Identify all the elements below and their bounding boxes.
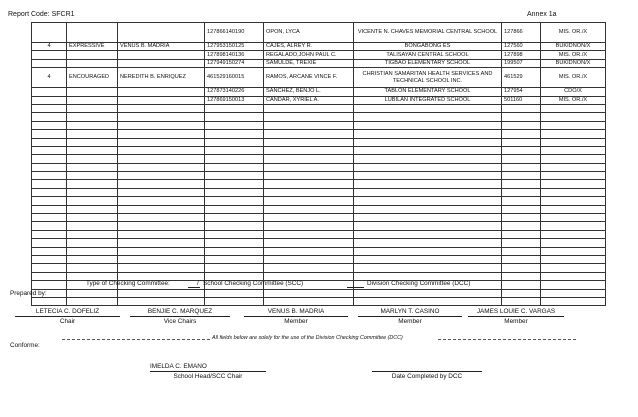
blank-row [32, 172, 606, 180]
blank-cell [264, 130, 354, 138]
blank-cell [541, 289, 606, 297]
blank-cell [354, 205, 502, 213]
blank-cell [205, 197, 264, 205]
blank-cell [205, 222, 264, 230]
blank-cell [32, 255, 67, 263]
table-cell-division: MIS. OR./X [541, 68, 606, 88]
blank-cell [502, 230, 541, 238]
blank-cell [541, 255, 606, 263]
blank-cell [118, 180, 205, 188]
table-cell-category: ENCOURAGED [67, 68, 118, 88]
blank-cell [32, 138, 67, 146]
blank-cell [118, 163, 205, 171]
blank-cell [32, 197, 67, 205]
blank-cell [32, 163, 67, 171]
blank-cell [32, 230, 67, 238]
table-cell-lrn: 127949150274 [205, 59, 264, 67]
blank-cell [32, 272, 67, 280]
signatory-name: BENJIE C. MARQUEZ [147, 308, 213, 315]
table-cell-coach [118, 51, 205, 59]
blank-row [32, 180, 606, 188]
table-cell-rank [32, 51, 67, 59]
blank-cell [32, 222, 67, 230]
blank-cell [502, 214, 541, 222]
blank-cell [502, 247, 541, 255]
blank-row [32, 289, 606, 297]
blank-cell [32, 239, 67, 247]
blank-cell [541, 214, 606, 222]
blank-cell [541, 104, 606, 112]
blank-cell [541, 222, 606, 230]
blank-cell [354, 255, 502, 263]
table-row [32, 96, 606, 104]
table-row [32, 23, 606, 43]
blank-row [32, 197, 606, 205]
date-completed-label: Date Completed by DCC [391, 373, 463, 380]
blank-cell [205, 113, 264, 121]
blank-cell [541, 247, 606, 255]
blank-cell [67, 146, 118, 154]
blank-cell [67, 138, 118, 146]
results-table [31, 22, 606, 306]
table-cell-division: CDO/X [541, 88, 606, 96]
blank-cell [118, 155, 205, 163]
blank-row [32, 188, 606, 196]
signatory-name: VENUS B. MADRIA [267, 308, 325, 315]
blank-cell [67, 155, 118, 163]
table-cell-category [67, 88, 118, 96]
blank-cell [118, 104, 205, 112]
table-cell-category [67, 51, 118, 59]
table-cell-school-id: 127898 [502, 51, 541, 59]
signatory-role: Chair [59, 318, 76, 325]
blank-cell [264, 239, 354, 247]
blank-cell [541, 188, 606, 196]
blank-cell [354, 138, 502, 146]
blank-cell [264, 180, 354, 188]
blank-cell [32, 247, 67, 255]
blank-cell [264, 222, 354, 230]
table-cell-division: MIS. OR./X [541, 96, 606, 104]
table-cell-school-id: 461529 [502, 68, 541, 88]
blank-cell [502, 289, 541, 297]
table-cell-category [67, 23, 118, 43]
blank-cell [205, 172, 264, 180]
blank-cell [354, 180, 502, 188]
blank-cell [502, 255, 541, 263]
blank-cell [32, 214, 67, 222]
blank-cell [205, 138, 264, 146]
table-cell-name: CANDAR, XYRIEL A. [264, 96, 354, 104]
table-cell-category [67, 59, 118, 67]
table-row [32, 59, 606, 67]
blank-cell [264, 104, 354, 112]
blank-cell [541, 297, 606, 305]
table-cell-coach [118, 88, 205, 96]
dcc-label: Division Checking Committee (DCC) [367, 280, 471, 287]
blank-row [32, 146, 606, 154]
table-cell-division: BUKIDNON/X [541, 59, 606, 67]
blank-cell [264, 121, 354, 129]
table-cell-category [67, 96, 118, 104]
blank-row [32, 230, 606, 238]
blank-cell [541, 230, 606, 238]
table-cell-division: MIS. OR./X [541, 51, 606, 59]
table-cell-school-id: 127866 [502, 23, 541, 43]
blank-cell [205, 104, 264, 112]
table-row [32, 51, 606, 59]
annex-label: Annex 1a [527, 11, 557, 18]
blank-cell [264, 138, 354, 146]
table-cell-school: TALISAYAN CENTRAL SCHOOL [354, 51, 502, 59]
blank-row [32, 113, 606, 121]
blank-cell [118, 138, 205, 146]
blank-cell [502, 138, 541, 146]
blank-cell [502, 264, 541, 272]
table-cell-rank [32, 59, 67, 67]
blank-cell [354, 188, 502, 196]
signatory-name: LETECIA C. DOFELIZ [35, 308, 100, 315]
blank-cell [354, 239, 502, 247]
blank-cell [32, 104, 67, 112]
table-cell-name: SANCHEZ, BENJO L. [264, 88, 354, 96]
blank-cell [118, 205, 205, 213]
blank-cell [502, 272, 541, 280]
blank-row [32, 264, 606, 272]
blank-cell [354, 297, 502, 305]
blank-cell [32, 155, 67, 163]
table-cell-school-id: 199507 [502, 59, 541, 67]
table-cell-lrn: 127953150125 [205, 43, 264, 51]
blank-cell [541, 180, 606, 188]
blank-cell [541, 146, 606, 154]
table-cell-name: OPON, LYCA [264, 23, 354, 43]
blank-row [32, 163, 606, 171]
blank-cell [502, 163, 541, 171]
blank-cell [205, 247, 264, 255]
blank-cell [541, 163, 606, 171]
blank-cell [32, 297, 67, 305]
blank-cell [118, 230, 205, 238]
table-cell-school: BONGABONG ES [354, 43, 502, 51]
table-cell-school: TABLON ELEMENTARY SCHOOL [354, 88, 502, 96]
blank-cell [118, 146, 205, 154]
table-cell-rank [32, 96, 67, 104]
blank-cell [32, 188, 67, 196]
table-cell-lrn: 127866140190 [205, 23, 264, 43]
table-cell-coach [118, 96, 205, 104]
blank-cell [67, 130, 118, 138]
blank-row [32, 239, 606, 247]
blank-cell [541, 138, 606, 146]
blank-cell [67, 113, 118, 121]
blank-cell [32, 113, 67, 121]
blank-cell [502, 172, 541, 180]
blank-cell [118, 214, 205, 222]
blank-cell [118, 222, 205, 230]
blank-cell [205, 180, 264, 188]
blank-cell [205, 230, 264, 238]
blank-cell [67, 297, 118, 305]
table-cell-coach [118, 59, 205, 67]
report-code: Report Code: SFCR1 [8, 11, 75, 18]
blank-cell [118, 264, 205, 272]
blank-cell [354, 104, 502, 112]
blank-cell [118, 247, 205, 255]
blank-cell [354, 222, 502, 230]
blank-cell [32, 172, 67, 180]
table-cell-coach: NEREDITH B. ENRIQUEZ [118, 68, 205, 88]
prepared-by-label: Prepared by: [10, 290, 47, 297]
signatory-role: Vice Chairs [163, 318, 197, 325]
table-cell-lrn: 127873140226 [205, 88, 264, 96]
blank-cell [67, 121, 118, 129]
blank-cell [32, 180, 67, 188]
table-cell-school-id: 127954 [502, 88, 541, 96]
division-note: All fields below are solely for the use of the Division Checking Committee (DCC) [212, 335, 403, 341]
blank-cell [502, 155, 541, 163]
blank-cell [541, 239, 606, 247]
blank-cell [502, 297, 541, 305]
signatory-role: Member [398, 318, 422, 325]
blank-cell [541, 130, 606, 138]
blank-cell [32, 281, 67, 289]
table-cell-school-id: 127560 [502, 43, 541, 51]
blank-cell [354, 155, 502, 163]
blank-cell [67, 222, 118, 230]
table-cell-name: REGALADO,JOHN PAUL C. [264, 51, 354, 59]
blank-row [32, 121, 606, 129]
blank-cell [264, 197, 354, 205]
blank-cell [67, 163, 118, 171]
blank-cell [205, 214, 264, 222]
blank-cell [502, 130, 541, 138]
blank-cell [541, 264, 606, 272]
blank-cell [264, 255, 354, 263]
blank-cell [67, 188, 118, 196]
blank-cell [67, 180, 118, 188]
blank-cell [32, 205, 67, 213]
blank-cell [205, 146, 264, 154]
table-cell-school-id: 501160 [502, 96, 541, 104]
blank-cell [205, 289, 264, 297]
blank-cell [67, 230, 118, 238]
blank-cell [354, 121, 502, 129]
blank-cell [118, 239, 205, 247]
blank-cell [67, 205, 118, 213]
blank-cell [541, 205, 606, 213]
blank-cell [502, 222, 541, 230]
blank-cell [264, 188, 354, 196]
table-row [32, 88, 606, 96]
signatory-role: Member [284, 318, 308, 325]
blank-cell [118, 297, 205, 305]
blank-cell [118, 172, 205, 180]
checking-type-label: Type of Checking Committee: [86, 280, 170, 287]
blank-cell [67, 197, 118, 205]
blank-cell [502, 104, 541, 112]
blank-cell [354, 197, 502, 205]
table-cell-school: LUBILAN INTEGRATED SCHOOL [354, 96, 502, 104]
blank-cell [541, 113, 606, 121]
signatory-name: JAMES LOUIE C. VARGAS [476, 308, 556, 315]
blank-cell [205, 239, 264, 247]
blank-cell [118, 197, 205, 205]
blank-cell [67, 214, 118, 222]
blank-cell [502, 121, 541, 129]
table-cell-rank [32, 23, 67, 43]
blank-cell [205, 155, 264, 163]
blank-cell [67, 104, 118, 112]
blank-row [32, 104, 606, 112]
table-cell-coach [118, 23, 205, 43]
blank-cell [205, 264, 264, 272]
scc-label: School Checking Committee (SCC) [203, 280, 304, 287]
blank-cell [264, 172, 354, 180]
blank-cell [118, 130, 205, 138]
table-cell-division: BUKIDNON/X [541, 43, 606, 51]
blank-cell [541, 121, 606, 129]
blank-cell [502, 146, 541, 154]
table-cell-category: EXPRESSIVE [67, 43, 118, 51]
blank-cell [264, 297, 354, 305]
blank-cell [264, 247, 354, 255]
blank-cell [354, 113, 502, 121]
blank-row [32, 138, 606, 146]
blank-cell [67, 247, 118, 255]
table-cell-lrn: 127869150013 [205, 96, 264, 104]
blank-cell [205, 121, 264, 129]
blank-row [32, 214, 606, 222]
blank-cell [541, 155, 606, 163]
blank-cell [264, 214, 354, 222]
signatory-role: Member [504, 318, 528, 325]
blank-cell [502, 239, 541, 247]
blank-cell [205, 130, 264, 138]
table-row [32, 68, 606, 88]
blank-cell [118, 121, 205, 129]
blank-cell [354, 230, 502, 238]
blank-cell [541, 197, 606, 205]
blank-row [32, 297, 606, 305]
blank-cell [264, 146, 354, 154]
table-row [32, 43, 606, 51]
table-cell-school: VICENTE N. CHAVES MEMORIAL CENTRAL SCHOOL [354, 23, 502, 43]
blank-cell [502, 188, 541, 196]
blank-cell [67, 172, 118, 180]
blank-row [32, 205, 606, 213]
blank-cell [502, 205, 541, 213]
blank-cell [264, 289, 354, 297]
blank-cell [32, 121, 67, 129]
blank-cell [32, 264, 67, 272]
table-cell-rank: 4 [32, 68, 67, 88]
blank-cell [67, 255, 118, 263]
blank-cell [32, 130, 67, 138]
blank-cell [354, 214, 502, 222]
blank-cell [502, 113, 541, 121]
table-cell-name: CAJES, ALREY R. [264, 43, 354, 51]
blank-cell [354, 289, 502, 297]
scc-checkmark: / [197, 280, 199, 287]
blank-cell [502, 197, 541, 205]
school-head-name: IMELDA C. EMANO [150, 363, 207, 370]
blank-cell [354, 172, 502, 180]
blank-row [32, 130, 606, 138]
school-head-role: School Head/SCC Chair [173, 373, 243, 380]
blank-cell [118, 188, 205, 196]
blank-cell [264, 205, 354, 213]
blank-cell [354, 146, 502, 154]
blank-cell [264, 163, 354, 171]
blank-cell [32, 146, 67, 154]
blank-cell [205, 297, 264, 305]
table-cell-name: RAMOS, ARCANE VINCE F. [264, 68, 354, 88]
blank-cell [118, 255, 205, 263]
blank-cell [502, 180, 541, 188]
blank-cell [67, 264, 118, 272]
blank-cell [205, 188, 264, 196]
blank-row [32, 222, 606, 230]
blank-row [32, 247, 606, 255]
blank-cell [67, 239, 118, 247]
blank-cell [118, 289, 205, 297]
blank-cell [354, 247, 502, 255]
blank-cell [118, 113, 205, 121]
blank-row [32, 255, 606, 263]
blank-cell [541, 172, 606, 180]
table-cell-division: MIS. OR./X [541, 23, 606, 43]
table-cell-rank [32, 88, 67, 96]
blank-cell [264, 113, 354, 121]
blank-cell [502, 281, 541, 289]
table-cell-lrn: 127898140136 [205, 51, 264, 59]
blank-cell [205, 163, 264, 171]
table-cell-school: TIGBAO ELEMENTARY SCHOOL [354, 59, 502, 67]
blank-cell [205, 255, 264, 263]
blank-cell [354, 163, 502, 171]
table-cell-lrn: 461529160015 [205, 68, 264, 88]
table-cell-coach: VENUS B. MADRIA [118, 43, 205, 51]
blank-cell [264, 230, 354, 238]
blank-cell [67, 289, 118, 297]
blank-cell [264, 264, 354, 272]
blank-cell [541, 272, 606, 280]
blank-cell [354, 130, 502, 138]
table-cell-rank: 4 [32, 43, 67, 51]
table-cell-name: SAMULDE, TREXIE [264, 59, 354, 67]
blank-cell [205, 205, 264, 213]
blank-cell [264, 155, 354, 163]
signatory-name: MARLYN T. CASINO [380, 308, 440, 315]
blank-cell [541, 281, 606, 289]
conforme-label: Conforme: [10, 342, 40, 349]
blank-row [32, 155, 606, 163]
table-cell-school: CHRISTIAN SAMARITAN HEALTH SERVICES AND TECHNICAL SCHOOL INC. [354, 68, 502, 88]
blank-cell [354, 264, 502, 272]
